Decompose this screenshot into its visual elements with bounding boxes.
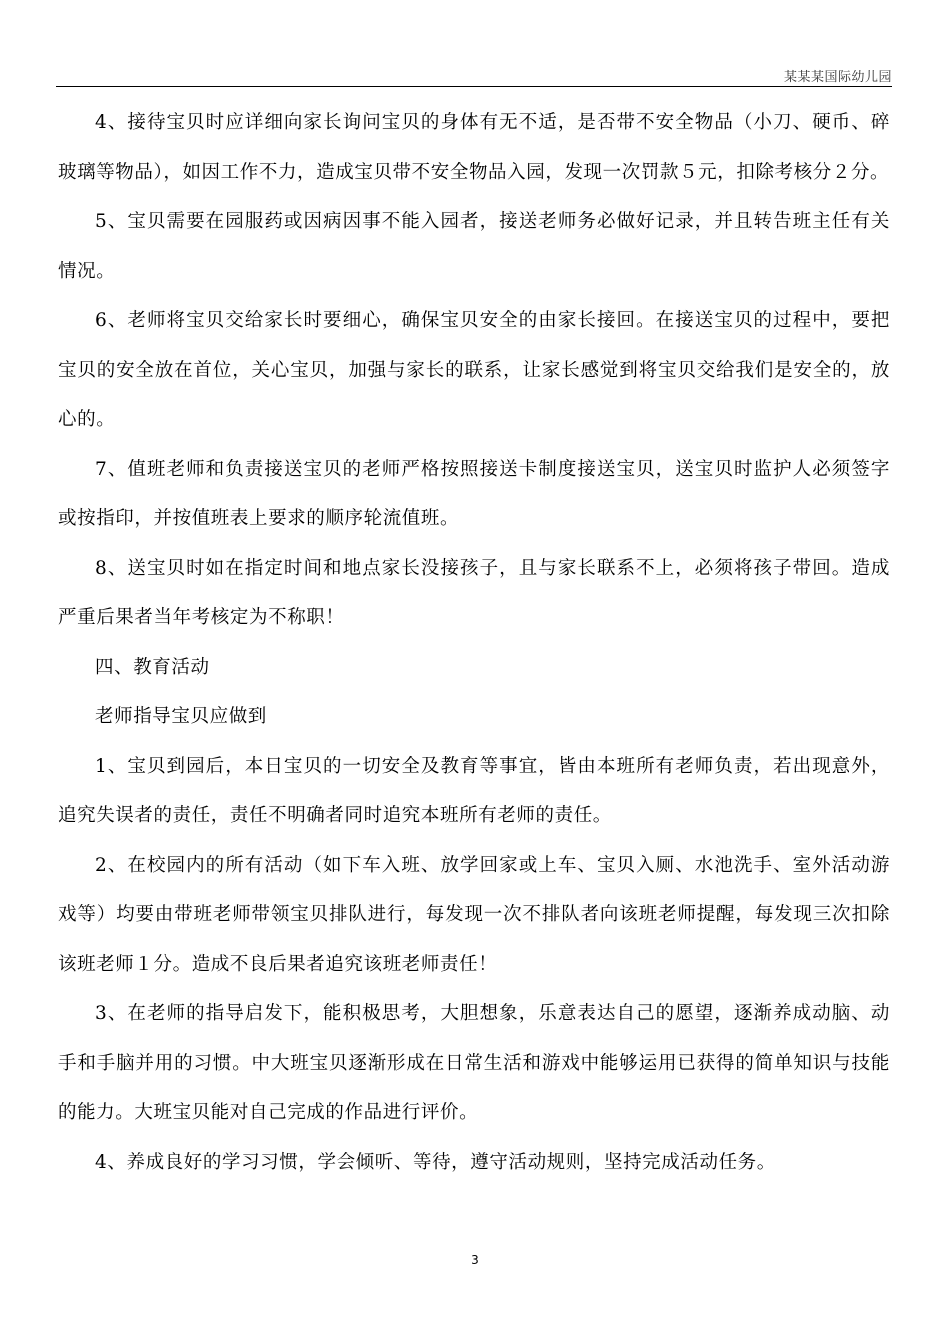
paragraph-item-2-activities: 2、在校园内的所有活动（如下车入班、放学回家或上车、宝贝入厕、水池洗手、室外活动游戏等）均要由带班老师带领宝贝排队进行，每发现一次不排队者向该班老师提醒，每发现三次扣除该班老师１分。造成不良后果者追究该班老师责任！ xyxy=(58,854,890,975)
header-title: 某某某国际幼儿园 xyxy=(783,70,892,85)
paragraph-item-4-reception: 4、接待宝贝时应详细向家长询问宝贝的身体有无不适，是否带不安全物品（小刀、硬币、碎玻璃等物品），如因工作不力，造成宝贝带不安全物品入园，发现一次罚款５元，扣除考核分２分。 xyxy=(58,112,890,183)
paragraph-item-5-medication: 5、宝贝需要在园服药或因病因事不能入园者，接送老师务必做好记录，并且转告班主任有关情况。 xyxy=(58,211,890,282)
paragraph-item-6-handover: 6、老师将宝贝交给家长时要细心，确保宝贝安全的由家长接回。在接送宝贝的过程中，要把宝贝的安全放在首位，关心宝贝，加强与家长的联系，让家长感觉到将宝贝交给我们是安全的，放心的。 xyxy=(58,310,890,430)
paragraph-item-4-study-habits: 4、养成良好的学习习惯，学会倾听、等待，遵守活动规则，坚持完成活动任务。 xyxy=(95,1151,776,1173)
section-heading-education: 四、教育活动 xyxy=(95,656,210,678)
paragraph-item-1-responsibility: 1、宝贝到园后，本日宝贝的一切安全及教育等事宜，皆由本班所有老师负责，若出现意外，追究失误者的责任，责任不明确者同时追究本班所有老师的责任。 xyxy=(58,755,890,826)
document-body xyxy=(58,98,890,1187)
paragraph-item-7-duty: 7、值班老师和负责接送宝贝的老师严格按照接送卡制度接送宝贝，送宝贝时监护人必须签字或按指印，并按值班表上要求的顺序轮流值班。 xyxy=(58,458,890,529)
paragraph-item-3-thinking: 3、在老师的指导启发下，能积极思考，大胆想象，乐意表达自己的愿望，逐渐养成动脑、动手和手脑并用的习惯。中大班宝贝逐渐形成在日常生活和游戏中能够运用已获得的简单知识与技能的能力。大班宝贝能对自己完成的作品进行评价。 xyxy=(58,1003,890,1123)
page-number: 3 xyxy=(471,1253,479,1267)
subheading-teacher-guidance: 老师指导宝贝应做到 xyxy=(95,706,267,727)
paragraph-item-8-dropoff: 8、送宝贝时如在指定时间和地点家长没接孩子，且与家长联系不上，必须将孩子带回。造成严重后果者当年考核定为不称职！ xyxy=(58,557,890,628)
page-header xyxy=(56,64,892,87)
